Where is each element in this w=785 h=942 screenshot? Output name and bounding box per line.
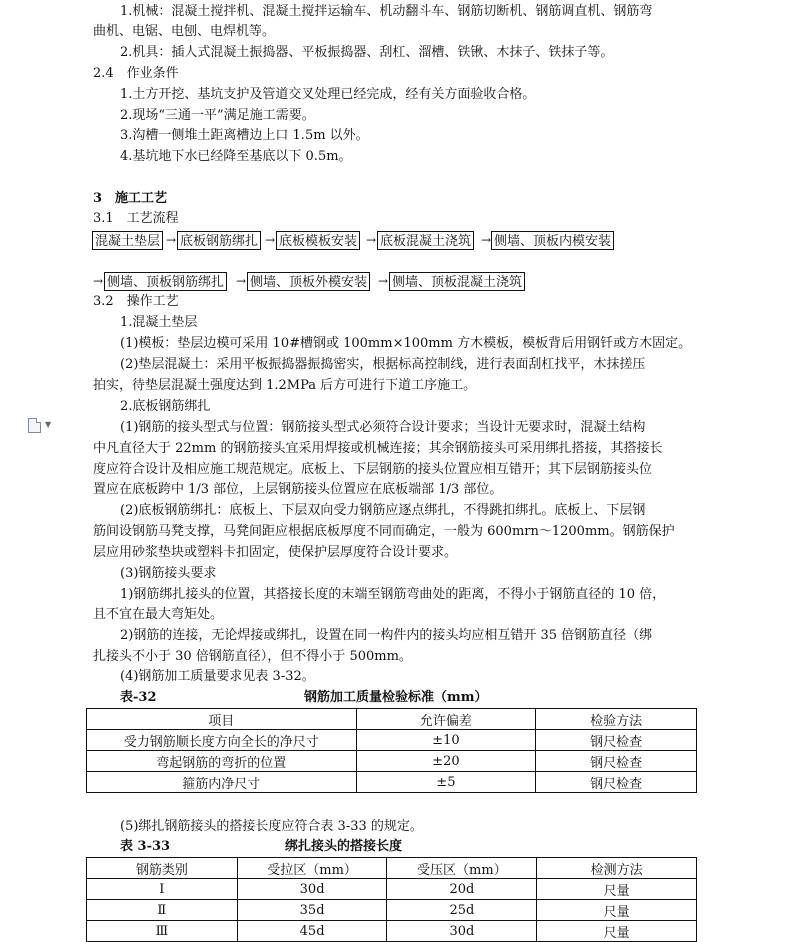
table-cell: 35d xyxy=(237,900,387,921)
table-cell: 45d xyxy=(237,921,387,942)
table-header-cell: 受压区（mm） xyxy=(387,858,537,879)
table-title: 钢筋加工质量检验标准（mm） xyxy=(304,690,488,705)
table-cell: 弯起钢筋的弯折的位置 xyxy=(87,751,357,772)
text-line: (5)绑扎钢筋接头的搭接长度应符合表 3-33 的规定。 xyxy=(120,819,423,834)
table-cell: 钢尺检查 xyxy=(536,730,697,751)
section-heading: 3.2 操作工艺 xyxy=(93,294,179,309)
table-cell: 30d xyxy=(237,879,387,900)
flow-step: 底板模板安装 xyxy=(276,231,360,250)
text-line: 1.机械：混凝土搅拌机、混凝土搅拌运输车、机动翻斗车、钢筋切断机、钢筋调直机、钢筋弯 xyxy=(120,4,653,19)
table-cell: 30d xyxy=(387,921,537,942)
flow-step: 侧墙、顶板混凝土浇筑 xyxy=(389,272,525,291)
text-line: 3.沟槽一侧堆土距离槽边上口 1.5m 以外。 xyxy=(120,128,369,143)
table-cell: 箍筋内净尺寸 xyxy=(87,772,357,793)
table-cell: ±5 xyxy=(356,772,536,793)
text-line: 曲机、电锯、电刨、电焊机等。 xyxy=(93,24,276,39)
chevron-down-icon[interactable]: ▼ xyxy=(45,420,52,429)
table-header-cell: 受拉区（mm） xyxy=(237,858,387,879)
table-cell: 受力钢筋顺长度方向全长的净尺寸 xyxy=(87,730,357,751)
flow-arrow: → xyxy=(366,233,377,247)
text-line: 且不宜在最大弯矩处。 xyxy=(93,607,224,622)
table-cell: 钢尺检查 xyxy=(536,751,697,772)
table-row xyxy=(87,730,697,751)
table-33 xyxy=(86,857,697,942)
text-line: (1)模板：垫层边模可采用 10#槽钢或 100mm×100mm 方木模板，模板背后用钢钎或方木固定。 xyxy=(120,336,692,351)
table-header-cell: 允许偏差 xyxy=(356,709,536,730)
table-32 xyxy=(86,708,697,793)
table-row xyxy=(87,751,697,772)
flow-arrow: → xyxy=(93,274,104,288)
text-line: (1)钢筋的接头型式与位置：钢筋接头型式必须符合设计要求；当设计无要求时，混凝土结构 xyxy=(120,420,646,435)
table-row xyxy=(87,921,697,942)
text-line: 拍实，待垫层混凝土强度达到 1.2MPa 后方可进行下道工序施工。 xyxy=(93,378,477,393)
section-heading: 3.1 工艺流程 xyxy=(93,211,179,226)
table-cell: Ⅰ xyxy=(87,879,238,900)
text-line: 层应用砂浆垫块或塑料卡扣固定，使保护层厚度符合设计要求。 xyxy=(93,545,458,560)
flow-arrow: → xyxy=(265,233,276,247)
table-header-cell: 项目 xyxy=(87,709,357,730)
text-line: 2.现场“三通一平”满足施工需要。 xyxy=(120,108,315,123)
text-line: 2.机具：插人式混凝土振捣器、平板振捣器、刮杠、溜槽、铁锹、木抹子、铁抹子等。 xyxy=(120,45,614,60)
text-line: 1.混凝土垫层 xyxy=(120,315,198,330)
flow-arrow: → xyxy=(378,274,389,288)
text-line: 2.底板钢筋绑扎 xyxy=(120,399,211,414)
table-cell: 尺量 xyxy=(537,921,697,942)
text-line: 4.基坑地下水已经降至基底以下 0.5m。 xyxy=(120,149,352,164)
text-line: 扎接头不小于 30 倍钢筋直径），但不得小于 500mm。 xyxy=(93,649,412,664)
flow-arrow: → xyxy=(236,274,247,288)
flow-step: 侧墙、顶板外模安装 xyxy=(247,272,370,291)
text-line: (2)垫层混凝土：采用平板振捣器振捣密实，根据标高控制线，进行表面刮杠找平，木抹搓压 xyxy=(120,357,646,372)
table-number: 表 3-33 xyxy=(120,839,171,854)
table-cell: Ⅲ xyxy=(87,921,238,942)
section-heading: 2.4 作业条件 xyxy=(93,66,179,81)
flow-arrow: → xyxy=(166,233,177,247)
text-line: 中凡直径大于 22mm 的钢筋接头宜采用焊接或机械连接；其余钢筋接头可采用绑扎搭接，其搭接长 xyxy=(93,441,663,456)
table-row xyxy=(87,772,697,793)
table-row xyxy=(87,900,697,921)
table-cell: 20d xyxy=(387,879,537,900)
table-cell: 尺量 xyxy=(537,900,697,921)
flow-step: 底板钢筋绑扎 xyxy=(177,231,261,250)
text-line: (4)钢筋加工质量要求见表 3-32。 xyxy=(120,669,315,684)
table-header-row xyxy=(87,858,697,879)
table-title: 绑扎接头的搭接长度 xyxy=(285,839,403,854)
table-header-cell: 钢筋类别 xyxy=(87,858,238,879)
flow-step: 侧墙、顶板内模安装 xyxy=(491,231,614,250)
table-header-row xyxy=(87,709,697,730)
table-cell: ±10 xyxy=(356,730,536,751)
table-header-cell: 检验方法 xyxy=(536,709,697,730)
flow-step: 底板混凝土浇筑 xyxy=(377,231,474,250)
text-line: 1.土方开挖、基坑支护及管道交叉处理已经完成，经有关方面验收合格。 xyxy=(120,87,536,102)
table-header-cell: 检测方法 xyxy=(537,858,697,879)
table-number: 表-32 xyxy=(120,690,157,705)
chapter-heading: 3 施工工艺 xyxy=(93,191,168,206)
text-line: 2)钢筋的连接，无论焊接或绑扎，设置在同一构件内的接头均应相互错开 35 倍钢筋直径（绑 xyxy=(120,628,653,643)
table-row xyxy=(87,879,697,900)
text-line: 置应在底板跨中 1/3 部位，上层钢筋接头位置应在底板端部 1/3 部位。 xyxy=(93,482,503,497)
table-cell: 25d xyxy=(387,900,537,921)
text-line: (2)底板钢筋绑扎：底板上、下层双向受力钢筋应逐点绑扎，不得跳扣绑扎。底板上、下层钢 xyxy=(120,503,646,518)
flow-step: 侧墙、顶板钢筋绑扎 xyxy=(104,272,227,291)
text-line: 筋间设钢筋马凳支撑，马凳间距应根据底板厚度不同而确定，一般为 600mrn～1200mm。钢筋保护 xyxy=(93,524,675,539)
table-cell: 钢尺检查 xyxy=(536,772,697,793)
flow-step: 混凝土垫层 xyxy=(92,231,163,250)
table-cell: 尺量 xyxy=(537,879,697,900)
text-line: 1)钢筋绑扎接头的位置，其搭接长度的末端至钢筋弯曲处的距离，不得小于钢筋直径的 10 倍， xyxy=(120,587,666,602)
table-cell: ±20 xyxy=(356,751,536,772)
text-line: (3)钢筋接头要求 xyxy=(120,566,217,581)
document-icon[interactable] xyxy=(28,418,41,433)
text-line: 度应符合设计及相应施工规范规定。底板上、下层钢筋的接头位置应相互错开；其下层钢筋接头位 xyxy=(93,462,653,477)
table-cell: Ⅱ xyxy=(87,900,238,921)
flow-arrow: → xyxy=(481,233,492,247)
